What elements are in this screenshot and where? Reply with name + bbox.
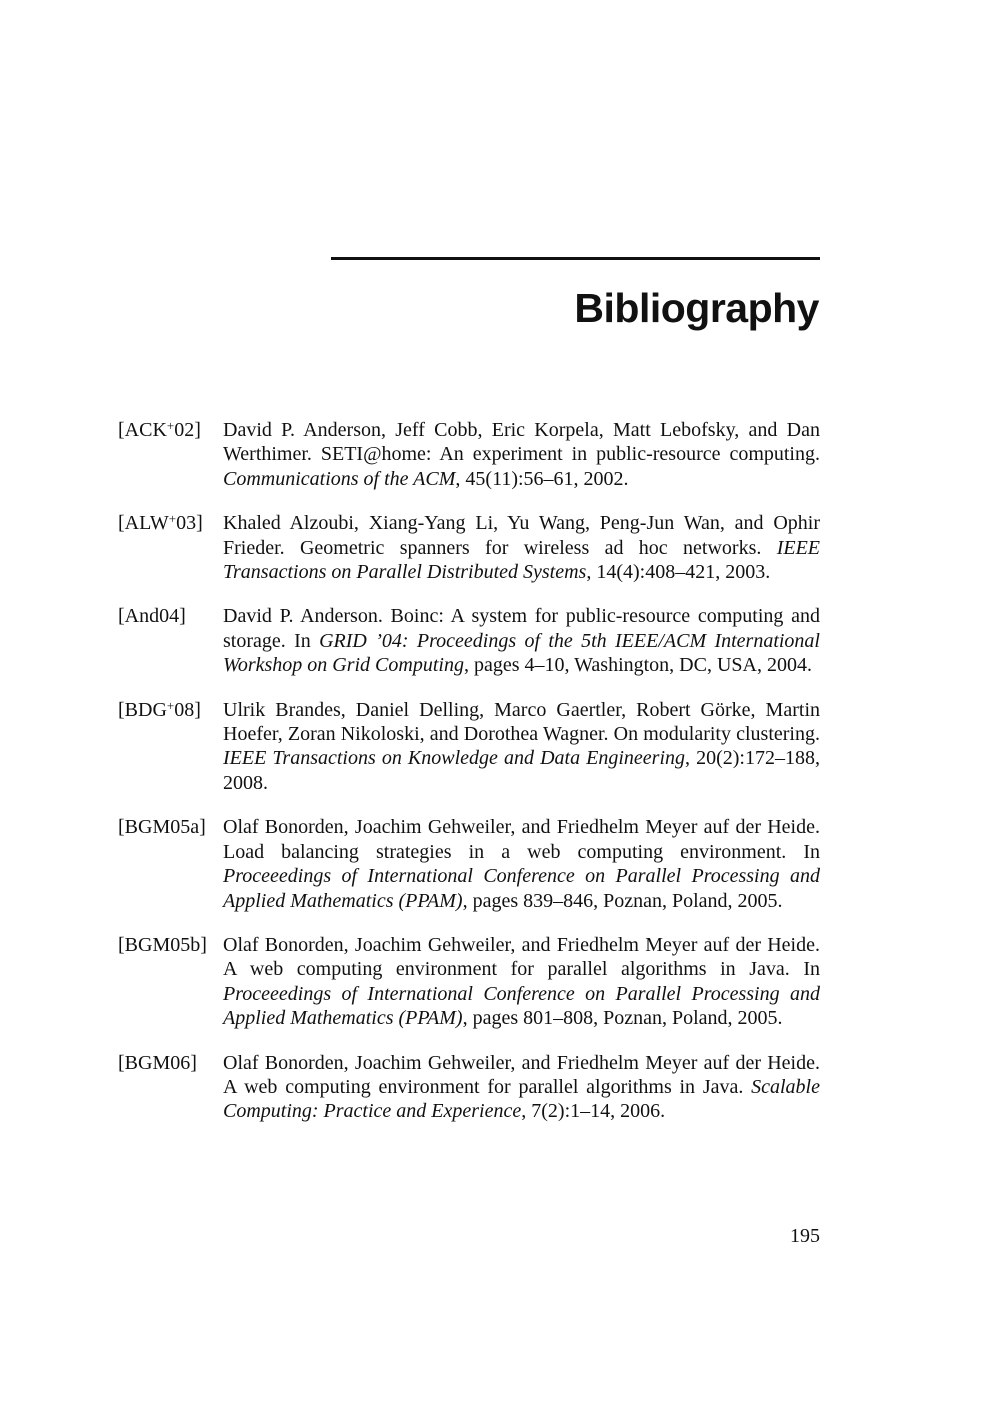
bib-key: [BGM05a] bbox=[118, 816, 206, 839]
bibliography-list bbox=[118, 418, 820, 1144]
bib-key: [BDG+08] bbox=[118, 697, 201, 721]
bib-key-superscript: + bbox=[168, 511, 177, 527]
bib-text-segment: Olaf Bonorden, Joachim Gehweiler, and Friedhelm Meyer auf der Heide. A web computing environment for parallel algorithms in Java. In bbox=[223, 933, 820, 981]
bib-key-base: BGM06] bbox=[124, 1051, 197, 1074]
bib-key: [BGM06] bbox=[118, 1051, 197, 1074]
bib-text-segment: , 45(11):56–61, 2002. bbox=[455, 467, 629, 490]
bib-text bbox=[223, 698, 820, 796]
bib-entry bbox=[118, 511, 820, 584]
bib-venue: IEEE Transactions on Parallel Distributed Systems bbox=[223, 536, 820, 584]
bib-key-base: BGM05b] bbox=[124, 933, 207, 956]
bib-key-year: 03] bbox=[176, 512, 203, 535]
bib-entry bbox=[118, 418, 820, 491]
bib-text-segment: , pages 839–846, Poznan, Poland, 2005. bbox=[462, 889, 783, 912]
bib-text-segment: , pages 801–808, Poznan, Poland, 2005. bbox=[462, 1007, 783, 1030]
bib-text-segment: David P. Anderson, Jeff Cobb, Eric Korpela, Matt Lebofsky, and Dan Werthimer. SETI@home: An experiment in public-resource computing. bbox=[223, 419, 820, 466]
bib-key-base: BDG bbox=[124, 698, 167, 721]
bib-text bbox=[223, 418, 820, 491]
bib-key-year: 08] bbox=[174, 698, 201, 721]
bib-key-superscript: + bbox=[166, 697, 175, 713]
bib-key-base: BGM05a] bbox=[124, 816, 206, 839]
bib-key: [ALW+03] bbox=[118, 511, 203, 535]
bib-venue: Communications of the ACM bbox=[223, 467, 456, 490]
chapter-rule bbox=[331, 257, 820, 260]
bib-entry bbox=[118, 604, 820, 677]
bib-key-superscript: + bbox=[166, 418, 175, 433]
bib-key-base: ALW bbox=[124, 512, 169, 535]
bib-entry bbox=[118, 698, 820, 796]
bib-text-segment: David P. Anderson. Boinc: A system for public-resource computing and storage. In bbox=[223, 605, 820, 652]
bib-text bbox=[223, 933, 820, 1031]
bib-entry bbox=[118, 1051, 820, 1124]
bib-text bbox=[223, 604, 820, 677]
bib-text-segment: Khaled Alzoubi, Xiang-Yang Li, Yu Wang, Peng-Jun Wan, and Ophir Frieder. Geometric spanners for wireless ad hoc networks. bbox=[223, 512, 820, 559]
bib-key-year: 02] bbox=[174, 419, 201, 441]
bib-key-base: And04] bbox=[124, 605, 186, 628]
bib-text bbox=[223, 511, 820, 584]
bib-text-segment: , 20(2):172–188, 2008. bbox=[223, 747, 820, 794]
page-number: 195 bbox=[790, 1225, 820, 1247]
bib-key: [ACK+02] bbox=[118, 418, 201, 441]
bib-venue: GRID ’04: Proceedings of the 5th IEEE/ACM International Workshop on Grid Computing bbox=[223, 629, 820, 677]
bib-text-segment: Olaf Bonorden, Joachim Gehweiler, and Friedhelm Meyer auf der Heide. A web computing environment for parallel algorithms in Java. bbox=[223, 1051, 820, 1098]
bib-key: [And04] bbox=[118, 605, 186, 628]
bib-venue: Proceeedings of International Conference on Parallel Processing and Applied Mathematics (PPAM) bbox=[223, 982, 820, 1030]
bib-venue: Proceeedings of International Conference on Parallel Processing and Applied Mathematics (PPAM) bbox=[223, 865, 820, 912]
bib-venue: Scalable Computing: Practice and Experience bbox=[223, 1075, 820, 1123]
bib-entry bbox=[118, 815, 820, 913]
bib-text-segment: , 7(2):1–14, 2006. bbox=[521, 1100, 666, 1123]
bib-key-base: ACK bbox=[124, 419, 167, 441]
bib-text-segment: Olaf Bonorden, Joachim Gehweiler, and Friedhelm Meyer auf der Heide. Load balancing strategies in a web computing environment. In bbox=[223, 816, 820, 863]
bib-key: [BGM05b] bbox=[118, 933, 207, 956]
bib-text bbox=[223, 815, 820, 913]
chapter-title: Bibliography bbox=[574, 285, 819, 331]
bib-text-segment: , 14(4):408–421, 2003. bbox=[586, 561, 771, 584]
bib-entry bbox=[118, 933, 820, 1031]
bib-text-segment: , pages 4–10, Washington, DC, USA, 2004. bbox=[463, 654, 812, 677]
bib-venue: IEEE Transactions on Knowledge and Data Engineering bbox=[223, 747, 686, 770]
bib-text bbox=[223, 1051, 820, 1124]
bib-text-segment: Ulrik Brandes, Daniel Delling, Marco Gaertler, Robert Görke, Martin Hoefer, Zoran Nikoloski, and Dorothea Wagner. On modularity clustering. bbox=[223, 698, 820, 746]
